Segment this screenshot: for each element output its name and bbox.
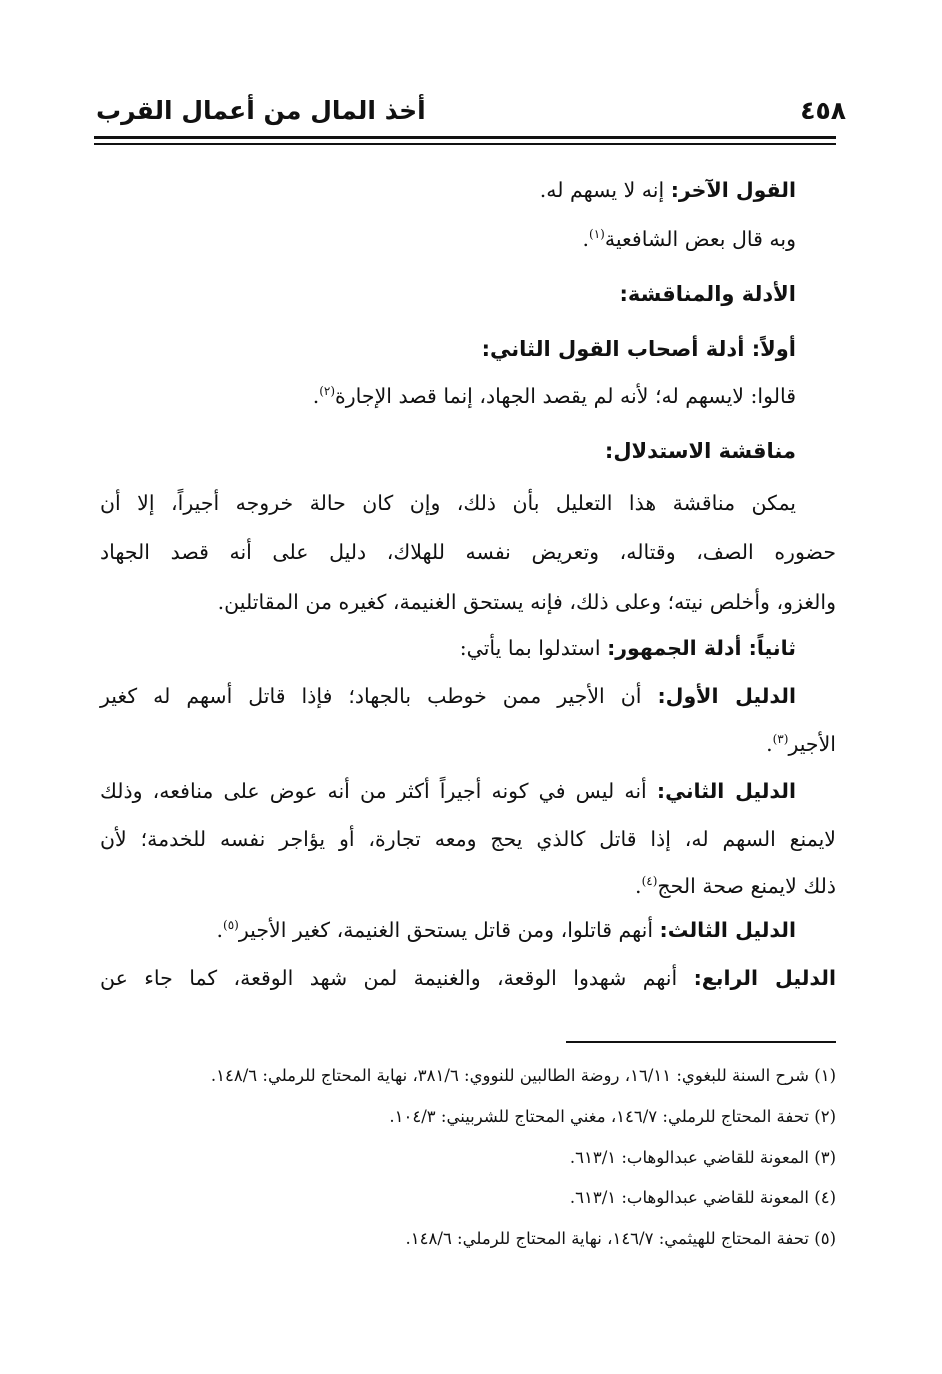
paragraph-majority xyxy=(60,636,796,661)
header-rule-thin xyxy=(94,143,836,145)
they-said-end: . xyxy=(312,384,320,408)
shafii-text: وبه قال بعض الشافعية xyxy=(604,227,796,251)
evidence-3-end: . xyxy=(216,918,224,942)
evidence-3-text: أنهم قاتلوا، ومن قاتل يستحق الغنيمة، كغير الأجير xyxy=(238,918,660,942)
they-said-text: قالوا: لايسهم له؛ لأنه لم يقصد الجهاد، إنما قصد الإجارة xyxy=(335,384,796,408)
footnote-2: (٢) تحفة المحتاج للرملي: ١٤٦/٧، مغني المحتاج للشربيني: ١٠٤/٣. xyxy=(389,1107,836,1126)
evidence-1-label: الدليل الأول: xyxy=(657,684,796,708)
evidence-2-line-3 xyxy=(100,874,836,899)
discussion-line-2: حضوره الصف، وقتاله، وتعريض نفسه للهلاك، دليل على أنه قصد الجهاد xyxy=(100,540,836,564)
evidence-1-line-2 xyxy=(100,732,836,757)
footnote-ref-5: (٥) xyxy=(223,918,239,933)
header-rule-thick xyxy=(94,136,836,139)
evidence-2-continuation: ذلك لايمنع صحة الحج xyxy=(657,874,836,898)
other-opinion-text: إنه لا يسهم له. xyxy=(539,178,671,202)
evidence-4 xyxy=(100,966,836,991)
evidence-2-end: . xyxy=(635,874,642,898)
page-number: ٤٥٨ xyxy=(800,96,846,125)
other-opinion-label: القول الآخر: xyxy=(670,178,796,202)
evidence-3 xyxy=(60,918,796,943)
evidence-2-line-2: لايمنع السهم له، إذا قاتل كالذي يحج ومعه تجارة، أو يؤاجر نفسه للخدمة؛ لأن xyxy=(100,827,836,851)
footnote-ref-4: (٤) xyxy=(641,874,658,889)
shafii-end: . xyxy=(582,227,590,251)
footnote-separator xyxy=(566,1041,836,1043)
footnote-ref-2: (٢) xyxy=(319,384,336,399)
evidence-3-label: الدليل الثالث: xyxy=(659,918,796,942)
evidence-2-line-1 xyxy=(100,779,796,804)
paragraph-shafii xyxy=(60,227,796,252)
running-header-title: أخذ المال من أعمال القرب xyxy=(96,96,426,125)
majority-label: ثانياً: أدلة الجمهور: xyxy=(607,636,796,660)
evidence-4-label: الدليل الرابع: xyxy=(693,966,836,990)
evidence-4-text: أنهم شهدوا الوقعة، والغنيمة لمن شهد الوقعة، كما جاء عن xyxy=(100,966,694,990)
section-heading-evidence: الأدلة والمناقشة: xyxy=(619,282,796,306)
discussion-line-3: والغزو، وأخلص نيته؛ وعلى ذلك، فإنه يستحق الغنيمة، كغيره من المقاتلين. xyxy=(217,590,836,614)
footnote-5: (٥) تحفة المحتاج للهيثمي: ١٤٦/٧، نهاية المحتاج للرملي: ١٤٨/٦. xyxy=(405,1229,836,1248)
discussion-line-1: يمكن مناقشة هذا التعليل بأن ذلك، وإن كان حالة خروجه أجيراً، إلا أن xyxy=(100,491,796,515)
evidence-1-continuation: الأجير xyxy=(788,732,836,756)
footnote-4: (٤) المعونة للقاضي عبدالوهاب: ٦١٣/١. xyxy=(569,1188,836,1207)
evidence-2-label: الدليل الثاني: xyxy=(656,779,796,803)
section-heading-first: أولاً: أدلة أصحاب القول الثاني: xyxy=(481,337,796,361)
evidence-2-text: أنه ليس في كونه أجيراً أكثر من أنه عوض على منافعه، وذلك xyxy=(100,779,657,803)
footnote-ref-1: (١) xyxy=(589,227,605,242)
paragraph-other-opinion xyxy=(60,178,796,203)
majority-text: استدلوا بما يأتي: xyxy=(459,636,608,660)
footnote-3: (٣) المعونة للقاضي عبدالوهاب: ٦١٣/١. xyxy=(569,1148,836,1167)
footnote-ref-3: (٣) xyxy=(772,732,789,747)
paragraph-they-said xyxy=(60,384,796,409)
section-heading-discussion: مناقشة الاستدلال: xyxy=(604,439,796,463)
evidence-1-text: أن الأجير ممن خوطب بالجهاد؛ فإذا قاتل أسهم له كغير xyxy=(100,684,658,708)
footnote-1: (١) شرح السنة للبغوي: ١٦/١١، روضة الطالبين للنووي: ٣٨١/٦، نهاية المحتاج للرملي: ١٤٨/٦. xyxy=(210,1066,836,1085)
evidence-1-line-1 xyxy=(100,684,796,709)
evidence-1-end: . xyxy=(766,732,773,756)
